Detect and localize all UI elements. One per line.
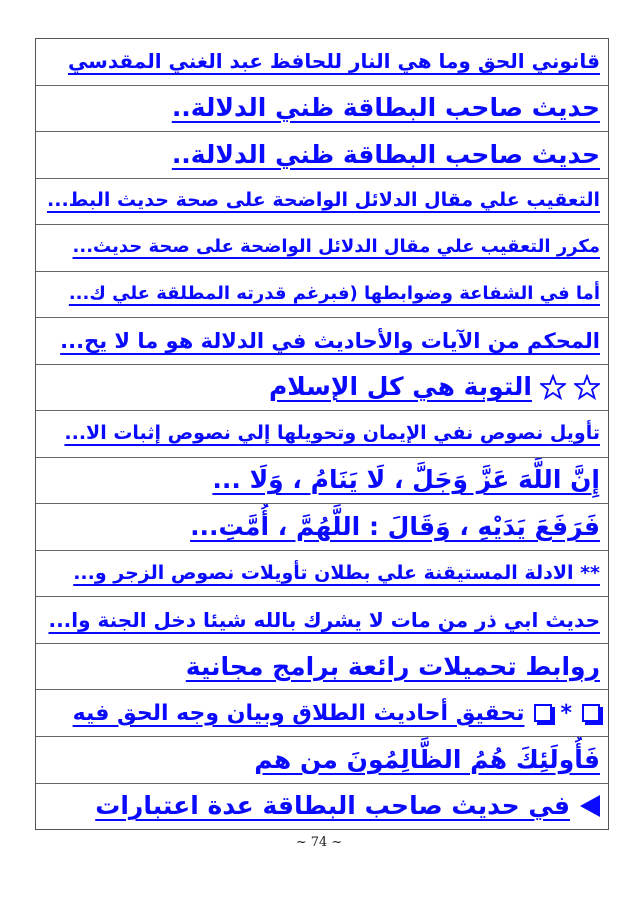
link-item[interactable]: تحقيق أحاديث الطلاق وبيان وجه الحق فيه <box>72 700 525 726</box>
table-row <box>36 458 608 505</box>
link-item[interactable]: قانوني الحق وما هي النار للحافظ عبد الغني المقدسي <box>67 49 600 74</box>
link-item[interactable]: التعقيب علي مقال الدلائل الواضحة على صحة حديث البط... <box>47 189 600 212</box>
link-item[interactable]: تأويل نصوص نفي الإيمان وتحويلها إلي نصوص إثبات الا... <box>64 422 600 445</box>
table-row <box>36 690 608 737</box>
link-item[interactable]: إِنَّ اللَّهَ عَزَّ وَجَلَّ ، لَا يَنَامُ ، وَلَا ... <box>212 465 600 495</box>
table-row <box>36 597 608 644</box>
table-row <box>36 504 608 551</box>
table-row <box>36 179 608 226</box>
checkbox-icon <box>582 704 600 722</box>
link-item[interactable]: حديث ابي ذر من مات لا يشرك بالله شيئا دخل الجنة وا... <box>48 607 600 632</box>
link-item[interactable]: حديث صاحب البطاقة ظني الدلالة.. <box>171 93 600 123</box>
table-row <box>36 644 608 691</box>
left-arrow-icon <box>580 795 600 817</box>
asterisk-mark: * <box>560 700 572 726</box>
link-item[interactable]: أما في الشفاعة وضوابطها (فبرغم قدرته المطلقة علي ك... <box>68 282 600 304</box>
table-row <box>36 86 608 133</box>
table-row <box>36 551 608 598</box>
table-row <box>36 225 608 272</box>
link-item[interactable]: في حديث صاحب البطاقة عدة اعتبارات <box>95 791 570 821</box>
link-item[interactable]: مكرر التعقيب علي مقال الدلائل الواضحة على صحة حديث... <box>72 236 600 258</box>
page-number: ~ 74 ~ <box>295 835 343 850</box>
table-row <box>36 365 608 412</box>
link-item[interactable]: ** الادلة المستيقنة علي بطلان تأويلات نصوص الزجر و... <box>73 561 600 584</box>
table-row <box>36 272 608 319</box>
link-item[interactable]: المحكم من الآيات والأحاديث في الدلالة هو ما لا يح... <box>60 328 600 353</box>
table-row <box>36 737 608 784</box>
table-row <box>36 39 608 86</box>
table-row <box>36 318 608 365</box>
link-item[interactable]: التوبة هي كل الإسلام <box>268 372 532 402</box>
checkbox-icon <box>534 704 552 722</box>
star-icon <box>574 374 600 400</box>
link-item[interactable]: حديث صاحب البطاقة ظني الدلالة.. <box>171 139 600 169</box>
link-table <box>35 38 609 830</box>
table-row <box>36 132 608 179</box>
link-item[interactable]: فَأُولَئِكَ هُمُ الظَّالِمُونَ من هم <box>254 744 600 774</box>
link-item[interactable]: فَرَفَعَ يَدَيْهِ ، وَقَالَ : اللَّهُمَّ ، أُمَّتِ... <box>190 511 600 541</box>
link-item[interactable]: روابط تحميلات رائعة برامج مجانية <box>185 651 600 681</box>
star-icon <box>540 374 566 400</box>
table-row <box>36 411 608 458</box>
table-row <box>36 784 608 830</box>
